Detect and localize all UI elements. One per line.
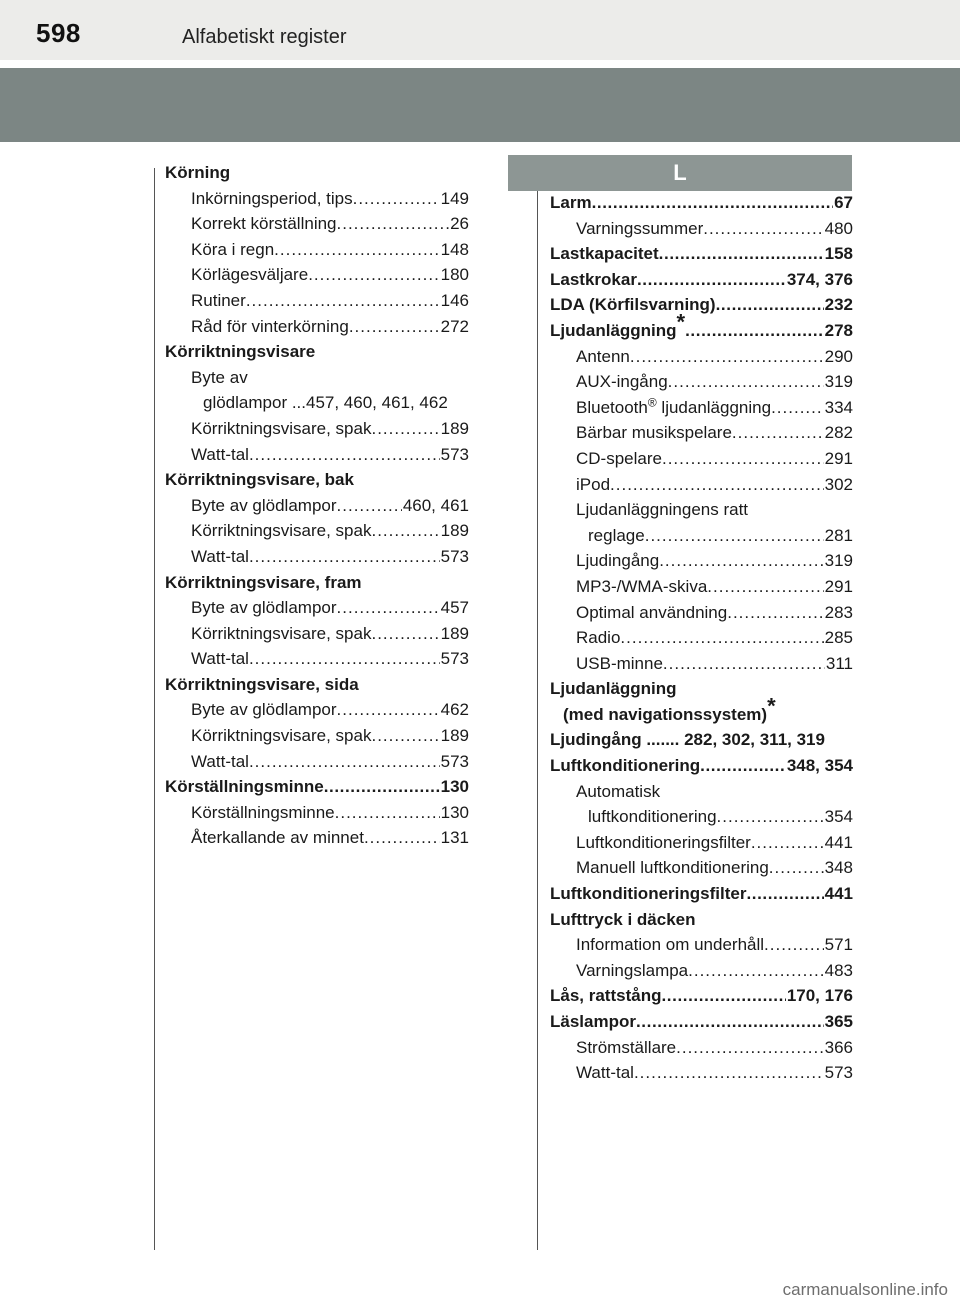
index-entry-label: Lastkrokar bbox=[550, 269, 637, 289]
index-entry-page: 348 bbox=[824, 858, 853, 878]
page-section-title: Alfabetiskt register bbox=[182, 26, 347, 48]
index-entry bbox=[550, 1009, 853, 1035]
dot-leader bbox=[246, 288, 440, 314]
index-entry-page: 189 bbox=[440, 623, 469, 643]
index-entry-label: Körriktningsvisare, spak bbox=[191, 623, 372, 643]
index-entry-label: Information om underhåll bbox=[576, 935, 765, 955]
dot-leader bbox=[324, 774, 440, 800]
dot-leader bbox=[732, 420, 824, 446]
index-entry-page: 189 bbox=[440, 521, 469, 541]
column-divider-left bbox=[154, 168, 155, 1250]
dot-leader bbox=[751, 830, 824, 856]
index-entry bbox=[165, 825, 469, 851]
dot-leader bbox=[663, 651, 825, 677]
index-entry bbox=[550, 395, 853, 421]
index-entry-label: Byte av glödlampor bbox=[191, 598, 337, 618]
index-entry bbox=[550, 369, 853, 395]
index-entry-page: 131 bbox=[440, 828, 469, 848]
index-entry-page: 334 bbox=[824, 397, 853, 417]
index-entry-label: Lås, rattstång bbox=[550, 986, 662, 1006]
index-entry-page: 130 bbox=[440, 777, 469, 797]
index-entry-page: 302 bbox=[824, 474, 853, 494]
index-entry-page: 272 bbox=[440, 316, 469, 336]
index-entry-label: Radio bbox=[576, 628, 621, 648]
index-entry bbox=[550, 753, 853, 779]
index-entry bbox=[550, 292, 853, 318]
dot-leader bbox=[249, 749, 440, 775]
index-entry bbox=[165, 493, 469, 519]
dot-leader bbox=[685, 318, 824, 344]
index-entry-label: Byte av glödlampor bbox=[191, 700, 337, 720]
index-entry-label: Watt-tal bbox=[576, 1063, 634, 1083]
index-entry bbox=[165, 365, 469, 391]
dot-leader bbox=[703, 216, 823, 242]
index-entry bbox=[165, 800, 469, 826]
index-entry-label: Strömställare bbox=[576, 1037, 677, 1057]
header-band bbox=[0, 68, 960, 142]
index-entry-page: 573 bbox=[440, 751, 469, 771]
index-entry bbox=[165, 621, 469, 647]
dot-leader bbox=[661, 983, 785, 1009]
index-entry bbox=[550, 625, 853, 651]
index-entry-label: Körriktningsvisare, fram bbox=[165, 572, 362, 592]
index-entry-page: 480 bbox=[824, 218, 853, 238]
dot-leader bbox=[662, 446, 824, 472]
index-entry-label: Watt-tal bbox=[191, 444, 249, 464]
column-divider-right bbox=[537, 168, 538, 1250]
index-entry bbox=[165, 570, 469, 596]
index-entry-label: Rutiner bbox=[191, 290, 246, 310]
watermark: carmanualsonline.info bbox=[782, 1280, 948, 1299]
index-entry bbox=[165, 518, 469, 544]
dot-leader bbox=[688, 958, 823, 984]
index-entry-label: luftkonditionering bbox=[588, 807, 717, 827]
index-entry-page: 283 bbox=[824, 602, 853, 622]
index-entry bbox=[550, 1060, 853, 1086]
index-entry bbox=[550, 727, 853, 753]
index-entry bbox=[165, 390, 469, 416]
dot-leader bbox=[337, 595, 440, 621]
index-entry-page: 573 bbox=[440, 444, 469, 464]
index-entry-label: Körriktningsvisare, bak bbox=[165, 470, 354, 490]
dot-leader bbox=[637, 267, 786, 293]
index-entry-label: Råd för vinterkörning bbox=[191, 316, 349, 336]
index-entry-page: 366 bbox=[824, 1037, 853, 1057]
index-entry bbox=[165, 442, 469, 468]
index-entry-label: Watt-tal bbox=[191, 546, 249, 566]
index-entry-page: 483 bbox=[824, 960, 853, 980]
index-entry-page: 319 bbox=[824, 551, 853, 571]
dot-leader bbox=[645, 523, 824, 549]
index-entry bbox=[165, 339, 469, 365]
index-entry-page: 149 bbox=[440, 188, 469, 208]
index-entry-label: Körriktningsvisare, sida bbox=[165, 674, 359, 694]
index-entry bbox=[550, 420, 853, 446]
index-entry-label: Körriktningsvisare, spak bbox=[191, 418, 372, 438]
index-entry bbox=[550, 548, 853, 574]
index-entry bbox=[165, 211, 469, 237]
index-entry-label: Lastkapacitet bbox=[550, 244, 659, 264]
index-entry bbox=[550, 932, 853, 958]
index-entry bbox=[165, 467, 469, 493]
index-entry-page: 441 bbox=[824, 832, 853, 852]
dot-leader bbox=[308, 262, 439, 288]
index-entry-label: Luftkonditionering bbox=[550, 756, 701, 776]
index-entry bbox=[550, 958, 853, 984]
index-entry-label: AUX-ingång bbox=[576, 372, 668, 392]
index-entry bbox=[550, 309, 853, 344]
index-entry-label: Körställningsminne bbox=[191, 802, 335, 822]
index-entry-label: Byte av glödlampor bbox=[191, 495, 337, 515]
index-entry-label: Bluetooth® ljudanläggning bbox=[576, 395, 772, 417]
index-entry-label: USB-minne bbox=[576, 653, 663, 673]
index-entry-label: Ljudingång ....... 282, 302, 311, 319 bbox=[550, 730, 825, 750]
dot-leader bbox=[337, 211, 450, 237]
dot-leader bbox=[371, 416, 439, 442]
index-entry-page: 281 bbox=[824, 525, 853, 545]
dot-leader bbox=[371, 518, 439, 544]
index-entry bbox=[550, 651, 853, 677]
index-entry-page: 285 bbox=[824, 628, 853, 648]
index-entry-label: Körställningsminne bbox=[165, 777, 324, 797]
index-entry bbox=[165, 544, 469, 570]
dot-leader bbox=[353, 186, 440, 212]
index-entry-label: reglage bbox=[588, 525, 645, 545]
index-entry bbox=[550, 907, 853, 933]
dot-leader bbox=[620, 625, 823, 651]
index-entry-page: 573 bbox=[824, 1063, 853, 1083]
index-entry bbox=[550, 216, 853, 242]
index-entry-label: CD-spelare bbox=[576, 448, 662, 468]
index-entry-label: Ljudanläggningens ratt bbox=[576, 500, 749, 520]
index-entry-page: 158 bbox=[824, 244, 853, 264]
index-entry-page: 189 bbox=[440, 726, 469, 746]
dot-leader bbox=[727, 600, 823, 626]
index-entry-page: 278 bbox=[824, 320, 853, 340]
index-entry bbox=[165, 186, 469, 212]
index-entry-page: 67 bbox=[834, 193, 853, 212]
index-entry bbox=[165, 723, 469, 749]
index-entry-page: 282 bbox=[824, 423, 853, 443]
index-entry-page: 291 bbox=[824, 576, 853, 596]
index-entry-page: 311 bbox=[825, 653, 853, 673]
index-entry-label: Körning bbox=[165, 163, 231, 182]
index-entry bbox=[550, 344, 853, 370]
index-entry-page: 365 bbox=[824, 1012, 853, 1031]
index-entry-label: Varningslampa bbox=[576, 960, 689, 980]
index-entry bbox=[165, 646, 469, 672]
index-entry bbox=[165, 237, 469, 263]
dot-leader bbox=[371, 723, 439, 749]
index-entry-label: Luftkonditioneringsfilter bbox=[576, 832, 751, 852]
dot-leader bbox=[659, 241, 824, 267]
index-entry bbox=[550, 497, 853, 523]
index-entry-label: Körriktningsvisare, spak bbox=[191, 726, 372, 746]
dot-leader bbox=[659, 548, 823, 574]
index-column-left bbox=[165, 160, 469, 851]
index-entry-page: 189 bbox=[440, 418, 469, 438]
index-entry-page: 573 bbox=[440, 546, 469, 566]
index-entry-label: Återkallande av minnet bbox=[191, 828, 364, 848]
index-entry-label: Optimal användning bbox=[576, 602, 728, 622]
dot-leader bbox=[249, 646, 440, 672]
dot-leader bbox=[668, 369, 824, 395]
index-entry-page: 170, 176 bbox=[786, 986, 853, 1006]
index-entry-label: Ljudanläggning bbox=[550, 679, 677, 699]
index-entry bbox=[550, 267, 853, 293]
index-entry bbox=[550, 446, 853, 472]
index-entry bbox=[550, 804, 853, 830]
index-entry-label: iPod bbox=[576, 474, 611, 494]
index-entry-label: Korrekt körställning bbox=[191, 214, 337, 234]
index-entry-label: Antenn bbox=[576, 346, 630, 366]
index-entry-label: MP3-/WMA-skiva bbox=[576, 576, 708, 596]
index-entry bbox=[550, 779, 853, 805]
index-entry bbox=[165, 416, 469, 442]
dot-leader bbox=[371, 621, 439, 647]
index-entry-label: Ljudanläggning* bbox=[550, 309, 686, 340]
index-entry-label: Körlägesväljare bbox=[191, 265, 309, 285]
index-entry bbox=[165, 697, 469, 723]
index-entry-label: LDA (Körfilsvarning) bbox=[550, 295, 716, 315]
index-entry-label: Byte av bbox=[191, 367, 248, 387]
index-entry-label: Läslampor bbox=[550, 1012, 636, 1031]
index-entry-page: 291 bbox=[824, 448, 853, 468]
index-entry-page: 441 bbox=[824, 884, 853, 904]
dot-leader bbox=[337, 697, 440, 723]
index-entry bbox=[550, 676, 853, 702]
index-entry bbox=[165, 595, 469, 621]
index-entry-page: 146 bbox=[440, 290, 469, 310]
dot-leader bbox=[335, 800, 440, 826]
index-entry-page: 232 bbox=[824, 295, 853, 315]
index-entry bbox=[550, 693, 853, 728]
dot-leader bbox=[274, 237, 439, 263]
index-entry-label: Larm bbox=[550, 193, 592, 212]
index-entry-label: Varningssummer bbox=[576, 218, 704, 238]
index-entry-label: Luftkonditioneringsfilter bbox=[550, 884, 747, 904]
index-entry-label: Watt-tal bbox=[191, 649, 249, 669]
index-entry bbox=[550, 574, 853, 600]
dot-leader bbox=[769, 855, 824, 881]
index-entry-label: Körriktningsvisare bbox=[165, 342, 316, 362]
dot-leader bbox=[634, 1060, 824, 1086]
index-entry-label: Inkörningsperiod, tips bbox=[191, 188, 353, 208]
index-entry bbox=[550, 523, 853, 549]
index-entry bbox=[550, 830, 853, 856]
page-header bbox=[0, 0, 960, 60]
index-letter-heading: L bbox=[508, 155, 852, 191]
index-entry bbox=[165, 672, 469, 698]
dot-leader bbox=[364, 825, 440, 851]
dot-leader bbox=[610, 472, 824, 498]
index-entry bbox=[165, 160, 469, 186]
dot-leader bbox=[249, 442, 440, 468]
dot-leader bbox=[700, 753, 786, 779]
index-entry-label: Manuell luftkonditionering bbox=[576, 858, 769, 878]
index-entry bbox=[550, 190, 853, 216]
dot-leader bbox=[249, 544, 440, 570]
dot-leader bbox=[337, 493, 402, 519]
index-entry-page: 348, 354 bbox=[786, 756, 853, 776]
index-entry bbox=[550, 855, 853, 881]
index-entry bbox=[550, 472, 853, 498]
dot-leader bbox=[636, 1009, 824, 1035]
index-entry bbox=[165, 774, 469, 800]
index-entry-label: glödlampor ...457, 460, 461, 462 bbox=[203, 393, 448, 413]
index-entry-page: 374, 376 bbox=[786, 269, 853, 289]
index-entry-page: 180 bbox=[440, 265, 469, 285]
dot-leader bbox=[676, 1035, 823, 1061]
index-entry bbox=[550, 881, 853, 907]
index-entry-label: Watt-tal bbox=[191, 751, 249, 771]
index-entry bbox=[165, 314, 469, 340]
index-entry-page: 571 bbox=[824, 935, 853, 955]
index-entry-page: 148 bbox=[440, 239, 469, 259]
index-entry-page: 290 bbox=[824, 346, 853, 366]
index-entry bbox=[550, 983, 853, 1009]
dot-leader bbox=[746, 881, 823, 907]
dot-leader bbox=[592, 190, 834, 216]
index-entry-page: 460, 461 bbox=[402, 495, 469, 515]
index-entry-label: (med navigationssystem)* bbox=[563, 693, 776, 724]
index-entry-label: Automatisk bbox=[576, 781, 661, 801]
index-entry-label: Köra i regn bbox=[191, 239, 275, 259]
dot-leader bbox=[716, 292, 824, 318]
dot-leader bbox=[630, 344, 824, 370]
index-entry bbox=[165, 288, 469, 314]
index-entry-label: Lufttryck i däcken bbox=[550, 909, 696, 929]
dot-leader bbox=[707, 574, 823, 600]
index-entry bbox=[550, 241, 853, 267]
index-entry-page: 26 bbox=[450, 214, 469, 234]
dot-leader bbox=[349, 314, 440, 340]
index-entry-page: 457 bbox=[440, 598, 469, 618]
dot-leader bbox=[717, 804, 824, 830]
index-entry bbox=[165, 749, 469, 775]
index-entry-label: Ljudingång bbox=[576, 551, 660, 571]
index-entry bbox=[550, 1035, 853, 1061]
index-entry-page: 573 bbox=[440, 649, 469, 669]
index-entry bbox=[550, 600, 853, 626]
index-entry-page: 130 bbox=[440, 802, 469, 822]
index-entry-page: 319 bbox=[824, 372, 853, 392]
index-column-right bbox=[550, 190, 853, 1086]
page-number: 598 bbox=[36, 18, 81, 48]
dot-leader bbox=[764, 932, 824, 958]
index-entry-page: 354 bbox=[824, 807, 853, 827]
dot-leader bbox=[771, 395, 824, 421]
index-entry-page: 462 bbox=[440, 700, 469, 720]
index-entry-label: Bärbar musikspelare bbox=[576, 423, 732, 443]
index-entry bbox=[165, 262, 469, 288]
index-entry-label: Körriktningsvisare, spak bbox=[191, 521, 372, 541]
